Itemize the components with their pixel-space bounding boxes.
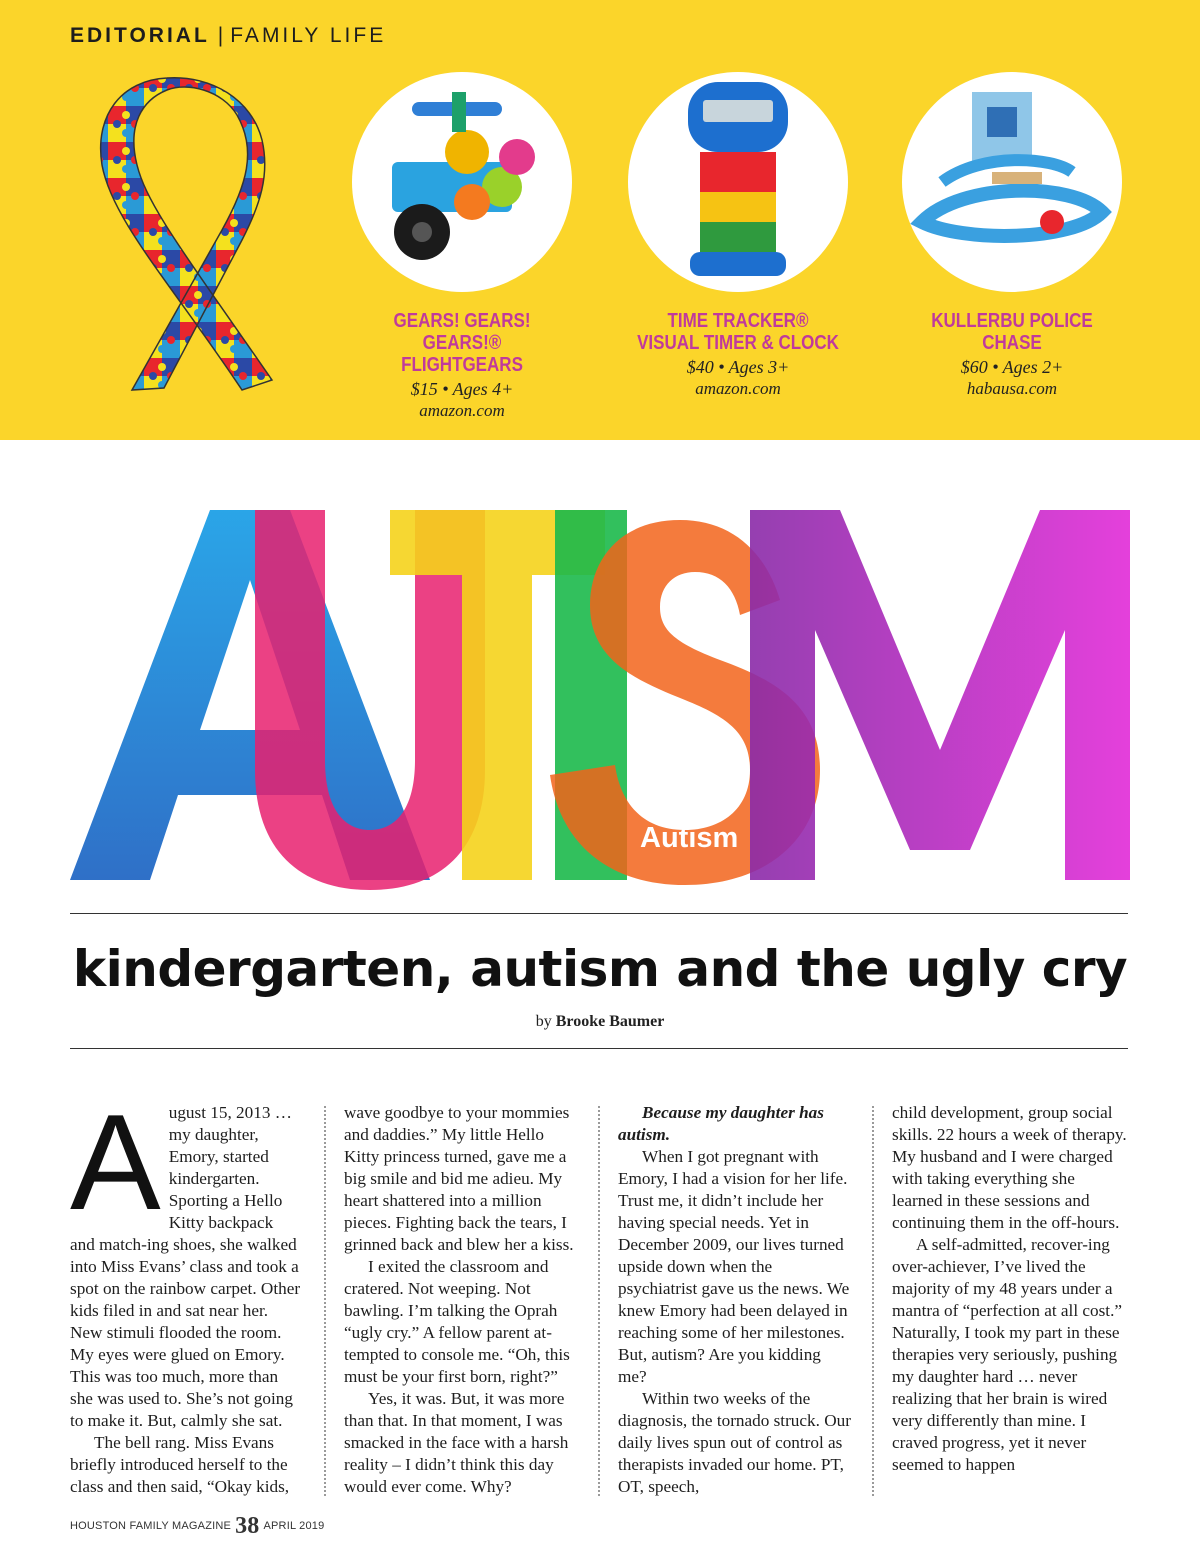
paragraph: wave goodbye to your mommies and daddies.” My little Hello Kitty princess turned, gave me a big smile and bid me adieu. My heart shattered into a million pieces. Fighting back the tears, I grinned back and blew her a kiss.	[344, 1103, 574, 1254]
letter-m	[750, 510, 1130, 880]
byline-author: Brooke Baumer	[555, 1013, 665, 1030]
headline: kindergarten, autism and the ugly cry	[72, 940, 1128, 998]
product-shop: amazon.com	[695, 379, 781, 398]
product-name: TIME TRACKER® VISUAL TIMER & CLOCK	[637, 310, 839, 354]
drop-cap: A	[70, 1086, 161, 1238]
column-divider	[324, 1106, 326, 1496]
subsection-name: FAMILY LIFE	[230, 24, 387, 47]
puzzle-ribbon-icon	[72, 70, 302, 400]
byline	[0, 1013, 1200, 1031]
product-price: $40 • Ages 3+	[686, 357, 790, 377]
product-image	[628, 72, 848, 292]
column-divider	[598, 1106, 600, 1496]
divider	[70, 1048, 1128, 1049]
paragraph: A self-admitted, recover-ing over-achiever, I’ve lived the majority of my 48 years under a mantra of “perfection at all cost.” Naturally, I took my part in these therapies very seriously, pushing my daughter hard … never realizing that her brain is wired very differently than mine. I craved progress, yet it never seemed to happen	[892, 1235, 1123, 1474]
pull-paragraph: Because my daughter has autism.	[618, 1103, 824, 1144]
product-card	[618, 72, 858, 400]
footer-magazine: HOUSTON FAMILY MAGAZINE	[70, 1520, 232, 1532]
article-column	[618, 1102, 852, 1498]
article-column	[344, 1102, 578, 1498]
product-card	[342, 72, 582, 422]
paragraph: child development, group social skills. 22 hours a week of therapy. My husband and I were charged with taking everything she learned in these sessions and continuing them in the off-hours.	[892, 1103, 1127, 1232]
product-shop: habausa.com	[966, 379, 1058, 398]
section-label	[70, 24, 386, 48]
product-image	[902, 72, 1122, 292]
autism-caption: Autism	[640, 822, 739, 854]
product-price: $15 • Ages 4+	[410, 379, 514, 399]
product-price: $60 • Ages 2+	[960, 357, 1064, 377]
paragraph: Yes, it was. But, it was more than that. In that moment, I was smacked in the face with a harsh reality – I didn’t think this day would ever come. Why?	[344, 1389, 569, 1496]
page-number: 38	[235, 1513, 260, 1539]
section-name: EDITORIAL	[70, 24, 210, 47]
autism-title-art	[60, 490, 1140, 890]
article-column	[892, 1102, 1128, 1476]
paragraph: ugust 15, 2013 … my daughter, Emory, started kindergarten. Sporting a Hello Kitty backpack and match-ing shoes, she walked into Miss Evans’ class and took a spot on the rainbow carpet. Other kids filed in and sat near her. New stimuli flooded the room. My eyes were glued on Emory. This was too much, more than she was used to. She’s not going to make it. But, calmly she sat.	[70, 1103, 301, 1430]
product-name: GEARS! GEARS! GEARS!® FLIGHTGEARS	[393, 310, 531, 376]
page-footer	[70, 1513, 324, 1540]
product-shop: amazon.com	[419, 401, 505, 420]
product-name: KULLERBU POLICE CHASE	[931, 310, 1093, 354]
paragraph: I exited the classroom and cratered. Not weeping. Not bawling. I’m talking the Oprah “ugly cry.” A fellow parent at-tempted to console me. “Oh, this must be your first born, right?”	[344, 1257, 570, 1386]
article-column	[70, 1086, 302, 1498]
column-divider	[872, 1106, 874, 1496]
footer-issue: APRIL 2019	[263, 1520, 325, 1532]
section-separator: |	[217, 24, 227, 47]
divider	[70, 913, 1128, 914]
product-card	[892, 72, 1132, 400]
paragraph: The bell rang. Miss Evans briefly introduced herself to the class and then said, “Okay kids,	[70, 1433, 290, 1496]
paragraph: Within two weeks of the diagnosis, the tornado struck. Our daily lives spun out of control as therapists invaded our home. PT, OT, speech,	[618, 1389, 851, 1496]
product-image	[352, 72, 572, 292]
paragraph: When I got pregnant with Emory, I had a vision for her life. Trust me, it didn’t include her having special needs. Yet in December 2009, our lives turned upside down when the psychiatrist gave us the news. We knew Emory had been delayed in reaching some of her milestones. But, autism? Are you kidding me?	[618, 1147, 850, 1386]
letter-a	[70, 510, 430, 880]
byline-prefix: by	[535, 1013, 552, 1030]
